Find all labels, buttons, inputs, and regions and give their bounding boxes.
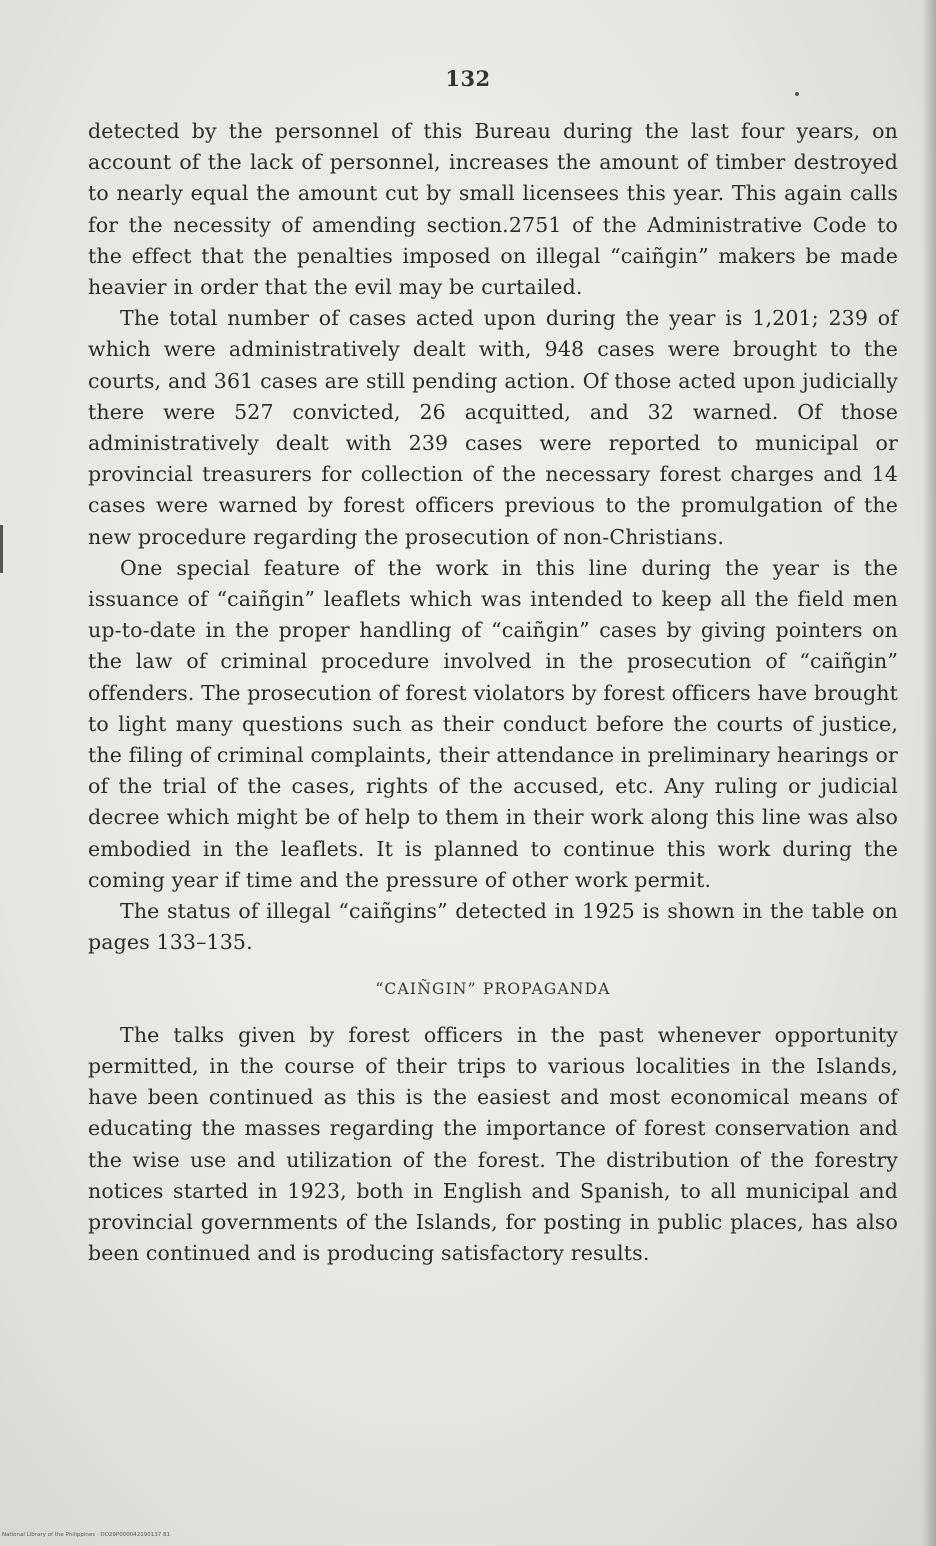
paragraph-propaganda: The talks given by forest officers in the past whenever opportunity permitted, in the course of their trips to various localities in the Islands, have been continued as this is the easiest and most economical means of educating the masses regarding the importance of forest conservation and the wise use and utilization of the forest. The distribution of the forestry notices started in 1923, both in English and Spanish, to all municipal and provincial governments of the Islands, for posting in public places, has also been continued and is producing satisfactory results.	[88, 1022, 898, 1266]
scan-edge-mark	[0, 525, 3, 573]
section-heading: “CAIÑGIN” PROPAGANDA	[375, 980, 611, 999]
paragraph-leaflets: One special feature of the work in this line during the year is the issuance of “caiñgin” leaflets which was intended to keep all the field men up-to-date in the proper handling of “caiñgin” cases by giving pointers on the law of criminal procedure involved in the prosecution of “caiñgin” offenders. The prosecution of forest violators by forest officers have brought to light many questions such as their conduct before the courts of justice, the filing of criminal complaints, their attendance in preliminary hearings or of the trial of the cases, rights of the accused, etc. Any ruling or judicial decree which might be of help to them in their work along this line was also embodied in the leaflets. It is planned to continue this work during the coming year if time and the pressure of other work permit.	[88, 555, 898, 892]
paragraph-continued: detected by the personnel of this Bureau during the last four years, on account of the lack of personnel, increases the amount of timber destroyed to nearly equal the amount cut by small licensees this year. This again calls for the necessity of amending section.2751 of the Administrative Code to the effect that the penalties imposed on illegal “caiñgin” makers be made heavier in order that the evil may be curtailed.	[88, 119, 898, 300]
scan-footer-stamp: National Library of the Philippines · DO29P000042190137 81	[2, 1532, 170, 1538]
page-number: 132	[445, 66, 491, 91]
paragraph-status-table: The status of illegal “caiñgins” detected in 1925 is shown in the table on pages 133–135.	[88, 899, 898, 955]
paragraph-cases-total: The total number of cases acted upon during the year is 1,201; 239 of which were administratively dealt with, 948 cases were brought to the courts, and 361 cases are still pending action. Of those acted upon judicially there were 527 convicted, 26 acquitted, and 32 warned. Of those administratively dealt with 239 cases were reported to municipal or provincial treasurers for collection of the necessary forest charges and 14 cases were warned by forest officers previous to the promulgation of the new procedure regarding the prosecution of non-Christians.	[88, 306, 898, 549]
body-text	[88, 116, 898, 1269]
page-edge-shadow	[922, 0, 936, 1546]
scan-speck	[795, 92, 799, 96]
